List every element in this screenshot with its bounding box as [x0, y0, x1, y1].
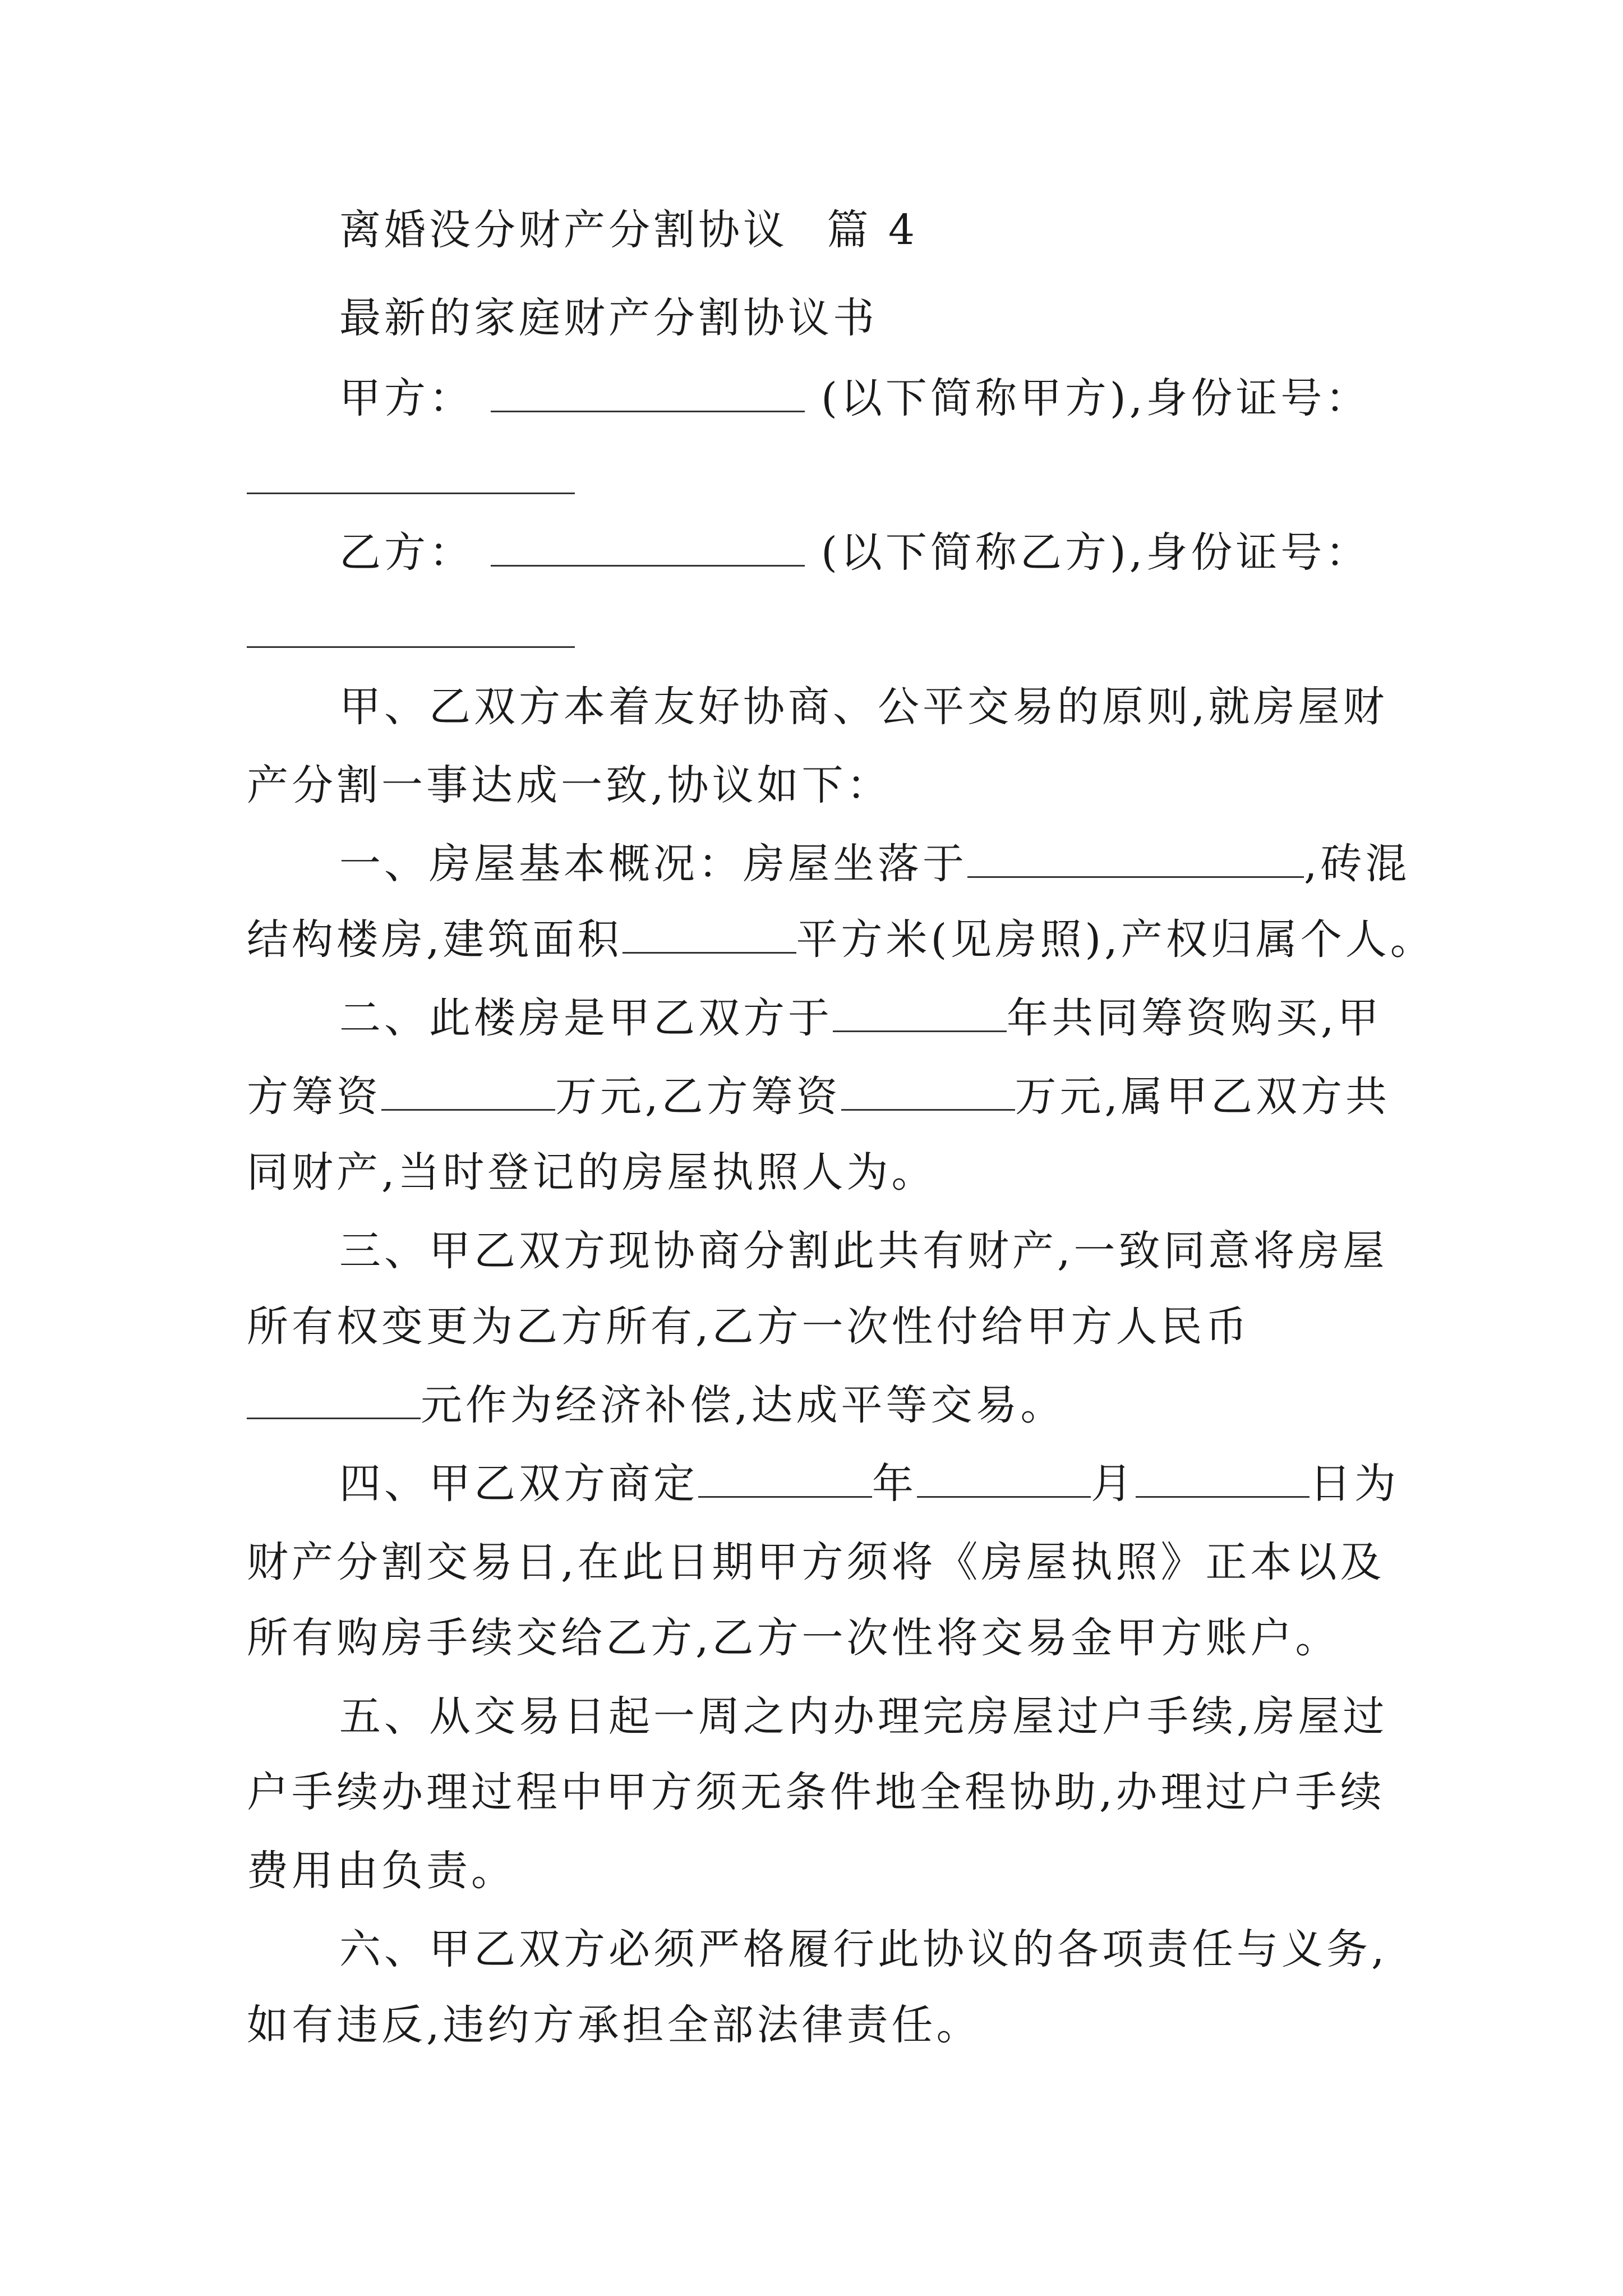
- clause4-text-3: 月: [1091, 1460, 1136, 1508]
- intro-line-2: 产分割一事达成一致,协议如下：: [247, 761, 892, 809]
- document-subtitle: 最新的家庭财产分割协议书: [339, 294, 878, 342]
- clause1-text-4: 平方米(见房照),产权归属个人。: [796, 915, 1435, 964]
- clause2-line-2: [247, 1057, 1391, 1136]
- year-blank: [833, 991, 1007, 1032]
- clause2-line-3: 同财产,当时登记的房屋执照人为。: [247, 1148, 937, 1197]
- location-blank: [967, 837, 1304, 878]
- header-title: 离婚没分财产分割协议: [339, 206, 788, 254]
- party-a-fund-blank: [381, 1070, 555, 1111]
- trade-year-blank: [698, 1457, 872, 1498]
- clause1-text-2: ,砖混: [1304, 840, 1410, 888]
- clause2-line-1: [339, 979, 1472, 1057]
- clause2-text-4: 万元,乙方筹资: [555, 1073, 841, 1121]
- party-a-name-blank: [491, 371, 805, 412]
- party-a-line: [339, 359, 1472, 438]
- clause6-line-1: 六、甲乙双方必须严格履行此协议的各项责任与义务,: [339, 1925, 1388, 1973]
- clause4-line-2: 财产分割交易日,在此日期甲方须将《房屋执照》正本以及: [247, 1538, 1385, 1586]
- clause4-text-1: 四、甲乙双方商定: [339, 1460, 698, 1508]
- clause2-text-5: 万元,属甲乙双方共: [1015, 1073, 1391, 1121]
- clause3-line-2: 所有权变更为乙方所有,乙方一次性付给甲方人民币: [247, 1303, 1251, 1351]
- trade-month-blank: [917, 1457, 1091, 1498]
- clause5-line-1: 五、从交易日起一周之内办理完房屋过户手续,房屋过: [339, 1692, 1388, 1741]
- clause4-text-4: 日为: [1310, 1460, 1399, 1508]
- party-b-name-blank: [491, 526, 805, 567]
- clause3-line-1: 三、甲乙双方现协商分割此共有财产,一致同意将房屋: [339, 1227, 1388, 1275]
- clause1-text-1: 一、房屋基本概况：房屋坐落于: [339, 840, 967, 888]
- party-a-suffix: (以下简称甲方),身份证号：: [821, 374, 1371, 422]
- clause1-line-1: [339, 825, 1472, 903]
- party-b-label: 乙方：: [339, 528, 474, 577]
- party-b-suffix: (以下简称乙方),身份证号：: [821, 528, 1371, 577]
- area-blank: [623, 913, 796, 954]
- trade-day-blank: [1136, 1457, 1310, 1498]
- document-header: [339, 191, 1472, 269]
- party-b-fund-blank: [841, 1070, 1015, 1111]
- clause3-line-3: [247, 1366, 1380, 1444]
- clause3-text-3: 元作为经济补偿,达成平等交易。: [421, 1381, 1066, 1429]
- clause4-text-2: 年: [872, 1460, 917, 1508]
- compensation-blank: [247, 1378, 421, 1419]
- intro-line-1: 甲、乙双方本着友好协商、公平交易的原则,就房屋财: [339, 683, 1388, 731]
- party-a-id-blank: [247, 493, 575, 494]
- clause6-line-2: 如有违反,违约方承担全部法律责任。: [247, 2001, 981, 2049]
- party-b-id-blank: [247, 646, 575, 648]
- clause2-text-2: 年共同筹资购买,甲: [1007, 994, 1382, 1042]
- clause5-line-2: 户手续办理过程中甲方须无条件地全程协助,办理过户手续: [247, 1768, 1385, 1816]
- clause4-line-3: 所有购房手续交给乙方,乙方一次性将交易金甲方账户。: [247, 1614, 1340, 1662]
- clause5-line-3: 费用由负责。: [247, 1847, 516, 1895]
- clause4-line-1: [339, 1444, 1472, 1523]
- clause2-text-3: 方筹资: [247, 1073, 381, 1121]
- clause1-line-2: [247, 900, 1435, 979]
- clause1-text-3: 结构楼房,建筑面积: [247, 915, 623, 964]
- header-part: 篇 4: [827, 206, 919, 254]
- party-b-line: [339, 513, 1472, 592]
- clause2-text-1: 二、此楼房是甲乙双方于: [339, 994, 833, 1042]
- party-a-label: 甲方：: [339, 374, 474, 422]
